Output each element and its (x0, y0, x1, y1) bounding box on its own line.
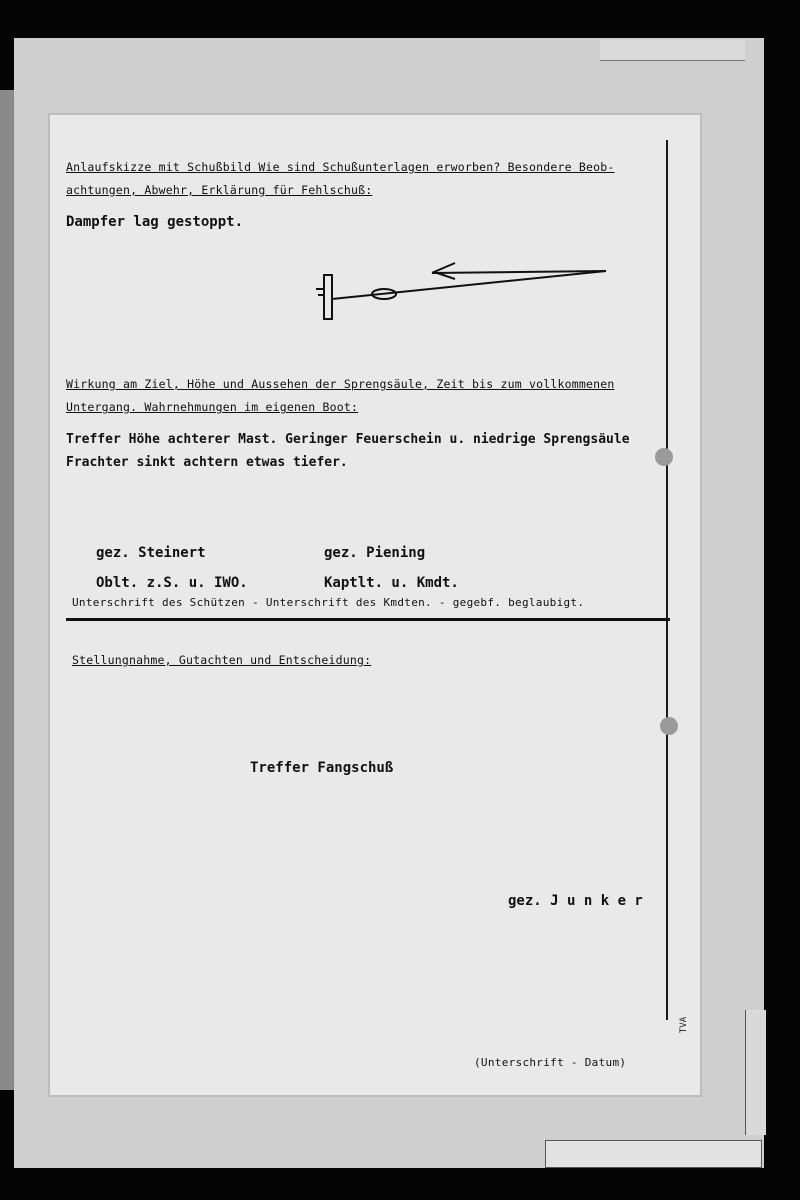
section3-heading: Stellungnahme, Gutachten und Entscheidung: (72, 653, 372, 667)
section2-heading-line2: Untergang. Wahrnehmungen im eigenen Boot: (66, 400, 359, 414)
punch-hole-bottom (660, 717, 678, 735)
bottom-paper-edge (545, 1140, 762, 1168)
section2-text-line1: Treffer Höhe achterer Mast. Geringer Feuerschein u. niedrige Sprengsäule (66, 432, 630, 447)
arrow-head-icon (434, 263, 455, 279)
section1-heading-line2: achtungen, Abwehr, Erklärung für Fehlschuß: (66, 183, 373, 197)
section2-text-line2: Frachter sinkt achtern etwas tiefer. (66, 455, 348, 470)
signature-left-name: gez. Steinert (96, 545, 206, 561)
margin-rule (666, 140, 668, 1020)
section2-heading-line1: Wirkung am Ziel, Höhe und Aussehen der Sprengsäule, Zeit bis zum vollkommenen (66, 377, 615, 391)
adjacent-frame-edge (0, 90, 14, 1090)
section1-remark: Dampfer lag gestoppt. (66, 214, 244, 230)
signature-right-rank: Kaptlt. u. Kmdt. (324, 575, 459, 591)
decision-signature: gez. J u n k e r (508, 893, 643, 909)
footer-caption: (Unterschrift - Datum) (474, 1056, 627, 1069)
section1-heading-line1: Anlaufskizze mit Schußbild Wie sind Schußunterlagen erworben? Besondere Beob- (66, 160, 615, 174)
signature-left-rank: Oblt. z.S. u. IWO. (96, 575, 248, 591)
right-paper-edge (745, 1010, 766, 1135)
ship-outline (324, 275, 332, 319)
decision-text: Treffer Fangschuß (250, 760, 394, 776)
punch-hole-top (655, 448, 673, 466)
margin-mark: TVA (679, 1016, 690, 1034)
top-paper-edge (600, 40, 745, 61)
divider-thick (66, 618, 670, 621)
attack-sketch (300, 255, 620, 325)
signature-right-name: gez. Piening (324, 545, 426, 561)
signature-caption: Unterschrift des Schützen - Unterschrift des Kmdten. - gegebf. beglaubigt. (72, 596, 585, 609)
